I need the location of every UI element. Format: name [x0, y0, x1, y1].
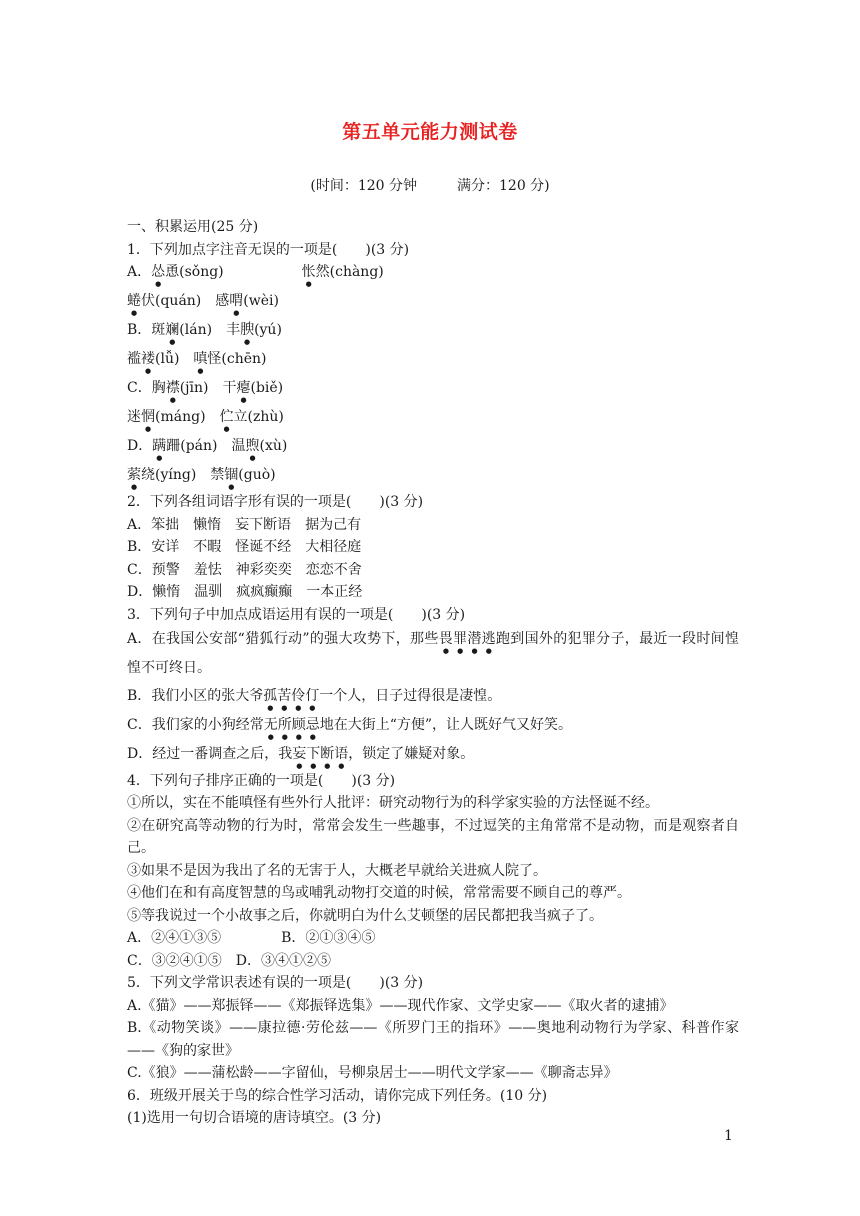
- q4-sentence: ②在研究高等动物的行为时，常常会发生一些趣事，不过逗笑的主角常常不是动物，而是观察者自己。: [127, 817, 739, 856]
- q2-option: D．懒惰 温驯 疯疯癫癫 一本正经: [127, 584, 363, 600]
- exam-content: [127, 216, 739, 1130]
- question-6-stem: 6．班级开展关于鸟的综合性学习活动，请你完成下列任务。(10 分): [127, 1087, 548, 1104]
- q4-options-ab: A．②④①③⑤ B．②①③④⑤: [127, 930, 376, 946]
- question-3-stem: 3．下列句子中加点成语运用有误的一项是( )(3 分): [127, 606, 466, 623]
- q5-option: A.《猫》——郑振铎——《郑振铎选集》——现代作家、文学史家——《取火者的逮捕》: [127, 997, 674, 1014]
- q1-option-a-line2: 蜷伏(quán) 感喟(wèi): [127, 293, 279, 309]
- full-score: 满分：120 分): [457, 178, 550, 194]
- exam-meta: [0, 175, 860, 195]
- q5-option: B.《动物笑谈》——康拉德·劳伦兹——《所罗门王的指环》——奥地利动物行为学家、科普作家——《狗的家世》: [127, 1020, 739, 1059]
- question-5-stem: 5．下列文学常识表述有误的一项是( )(3 分): [127, 975, 424, 991]
- page-title: 第五单元能力测试卷: [342, 121, 518, 143]
- q1-option-b-line2: 褴褛(lǚ) 嗔怪(chēn): [127, 351, 267, 367]
- q4-options-cd: C．③②④①⑤ D．③④①②⑤: [127, 952, 331, 969]
- q4-sentence: ④他们在和有高度智慧的鸟或哺乳动物打交道的时候，常常需要不顾自己的尊严。: [127, 885, 631, 901]
- q2-option: C．预警 羞怯 神彩奕奕 恋恋不舍: [127, 561, 362, 578]
- time-limit: (时间：120 分钟: [310, 178, 417, 194]
- q1-option-c-line2: 迷惘(máng) 伫立(zhù): [127, 409, 284, 425]
- q3-option-c: C．我们家的小狗经常无所顾忌地在大街上“方便”，让人既好气又好笑。: [127, 716, 573, 733]
- q1-option-a-line1: A．怂恿(sǒng) 怅然(chàng): [127, 264, 384, 280]
- question-4-stem: 4．下列句子排序正确的一项是( )(3 分): [127, 772, 396, 789]
- q1-option-c-line1: C．胸襟(jīn) 干瘪(biě): [127, 380, 284, 396]
- question-1-stem: 1．下列加点字注音无误的一项是( )(3 分): [127, 241, 410, 258]
- page-number: 1: [724, 1128, 733, 1144]
- q1-option-b-line1: B．斑斓(lán) 丰腴(yú): [127, 322, 282, 338]
- q2-option: B．安详 不暇 怪诞不经 大相径庭: [127, 539, 362, 555]
- q2-option: A．笨拙 懒惰 妄下断语 据为己有: [127, 516, 362, 533]
- question-2-stem: 2．下列各组词语字形有误的一项是( )(3 分): [127, 494, 424, 510]
- q3-option-a: A．在我国公安部“猎狐行动”的强大攻势下，那些畏罪潜逃跑到国外的犯罪分子，最近一段时间惶惶不可终日。: [127, 631, 739, 676]
- section-heading: 一、积累运用(25 分): [127, 219, 259, 235]
- q1-option-d-line1: D．蹒跚(pán) 温煦(xù): [127, 438, 288, 454]
- q5-option: C.《狼》——蒲松龄——字留仙，号柳泉居士——明代文学家——《聊斋志异》: [127, 1065, 618, 1081]
- q4-sentence: ①所以，实在不能嗔怪有些外行人批评：研究动物行为的科学家实验的方法怪诞不经。: [127, 795, 659, 811]
- q1-option-d-line2: 萦绕(yíng) 禁锢(guò): [127, 467, 276, 483]
- q4-sentence: ⑤等我说过一个小故事之后，你就明白为什么艾顿堡的居民都把我当疯子了。: [127, 907, 603, 924]
- q4-sentence: ③如果不是因为我出了名的无害于人，大概老早就给关进疯人院了。: [127, 862, 547, 879]
- q6-subquestion-1: (1)选用一句切合语境的唐诗填空。(3 分): [127, 1110, 382, 1126]
- q3-option-b: B．我们小区的张大爷孤苦伶仃一个人，日子过得很是凄惶。: [127, 687, 502, 704]
- q3-option-d: D．经过一番调查之后，我妄下断语，锁定了嫌疑对象。: [127, 745, 475, 762]
